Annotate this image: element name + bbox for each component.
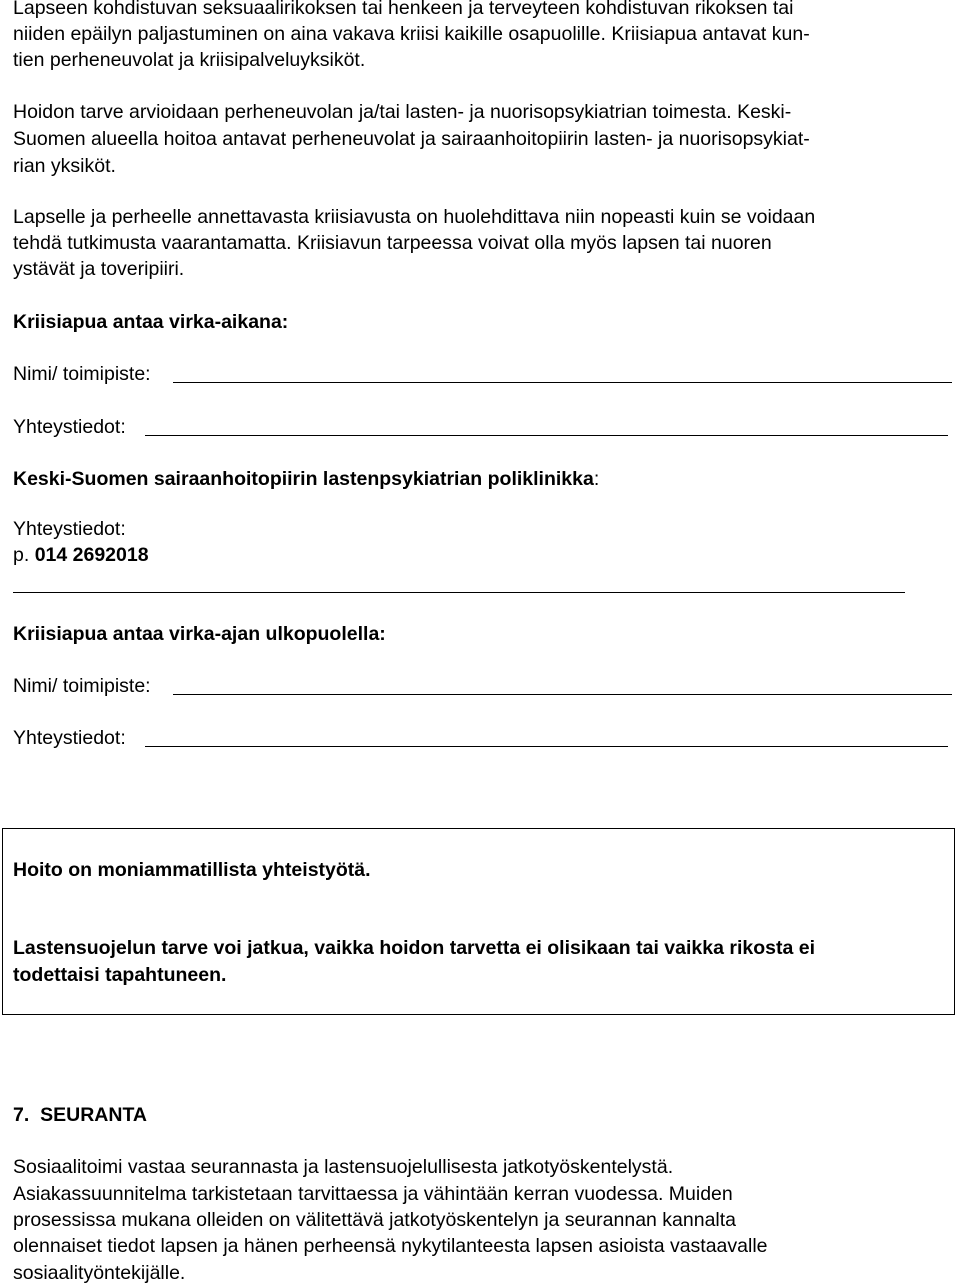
section7-line5: sosiaalityöntekijälle. bbox=[13, 1262, 186, 1284]
paragraph3-line1: Lapselle ja perheelle annettavasta kriisiavusta on huolehdittava niin nopeasti kuin se voidaan bbox=[13, 206, 816, 228]
section7-line2: Asiakassuunnitelma tarkistetaan tarvittaessa ja vähintään kerran vuodessa. Muiden bbox=[13, 1183, 733, 1205]
clinic-underline bbox=[13, 592, 905, 593]
clinic-phone-number: 014 2692018 bbox=[34, 544, 149, 566]
section7-heading: 7. SEURANTA bbox=[13, 1104, 147, 1126]
clinic-heading-colon: : bbox=[593, 468, 600, 490]
after-hours-contact-field[interactable] bbox=[145, 746, 948, 747]
paragraph1-line1: Lapseen kohdistuvan seksuaalirikoksen tai henkeen ja terveyteen kohdistuvan rikoksen tai bbox=[13, 0, 794, 19]
section7-line1: Sosiaalitoimi vastaa seurannasta ja lastensuojelullisesta jatkotyöskentelystä. bbox=[13, 1156, 674, 1178]
paragraph2-line1: Hoidon tarve arvioidaan perheneuvolan ja/tai lasten- ja nuorisopsykiatrian toimesta. Keski- bbox=[13, 101, 792, 123]
office-hours-contact-field[interactable] bbox=[145, 435, 948, 436]
paragraph2-line3: rian yksiköt. bbox=[13, 155, 116, 177]
after-hours-heading: Kriisiapua antaa virka-ajan ulkopuolella: bbox=[13, 623, 386, 645]
office-hours-name-label: Nimi/ toimipiste: bbox=[13, 363, 151, 385]
office-hours-heading: Kriisiapua antaa virka-aikana: bbox=[13, 311, 289, 333]
paragraph3-line3: ystävät ja toveripiiri. bbox=[13, 258, 185, 280]
office-hours-contact-label: Yhteystiedot: bbox=[13, 416, 126, 438]
paragraph1-line2: niiden epäilyn paljastuminen on aina vakava kriisi kaikille osapuolille. Kriisiapua antavat kun- bbox=[13, 23, 810, 45]
notice-line2b: todettaisi tapahtuneen. bbox=[13, 964, 227, 986]
notice-line1: Hoito on moniammatillista yhteistyötä. bbox=[13, 859, 371, 881]
notice-line2a: Lastensuojelun tarve voi jatkua, vaikka hoidon tarvetta ei olisikaan tai vaikka rikosta ei bbox=[13, 937, 815, 959]
notice-box bbox=[2, 828, 955, 1015]
paragraph1-line3: tien perheneuvolat ja kriisipalveluyksiköt. bbox=[13, 49, 366, 71]
clinic-heading-text: Keski-Suomen sairaanhoitopiirin lastenpsykiatrian poliklinikka bbox=[13, 468, 594, 490]
after-hours-name-field[interactable] bbox=[173, 694, 952, 695]
section7-line3: prosessissa mukana olleiden on välitettävä jatkotyöskentelyn ja seurannan kannalta bbox=[13, 1209, 737, 1231]
section7-line4: olennaiset tiedot lapsen ja hänen perheensä nykytilanteesta lapsen asioista vastaavalle bbox=[13, 1235, 768, 1257]
paragraph3-line2: tehdä tutkimusta vaarantamatta. Kriisiavun tarpeessa voivat olla myös lapsen tai nuoren bbox=[13, 232, 772, 254]
office-hours-name-field[interactable] bbox=[173, 382, 952, 383]
clinic-heading bbox=[13, 468, 599, 490]
clinic-phone bbox=[13, 544, 149, 566]
clinic-phone-prefix: p. bbox=[13, 544, 35, 566]
paragraph2-line2: Suomen alueella hoitoa antavat perheneuvolat ja sairaanhoitopiirin lasten- ja nuorisopsykiat- bbox=[13, 128, 810, 150]
after-hours-name-label: Nimi/ toimipiste: bbox=[13, 675, 151, 697]
after-hours-contact-label: Yhteystiedot: bbox=[13, 727, 126, 749]
clinic-contact-label: Yhteystiedot: bbox=[13, 518, 126, 540]
